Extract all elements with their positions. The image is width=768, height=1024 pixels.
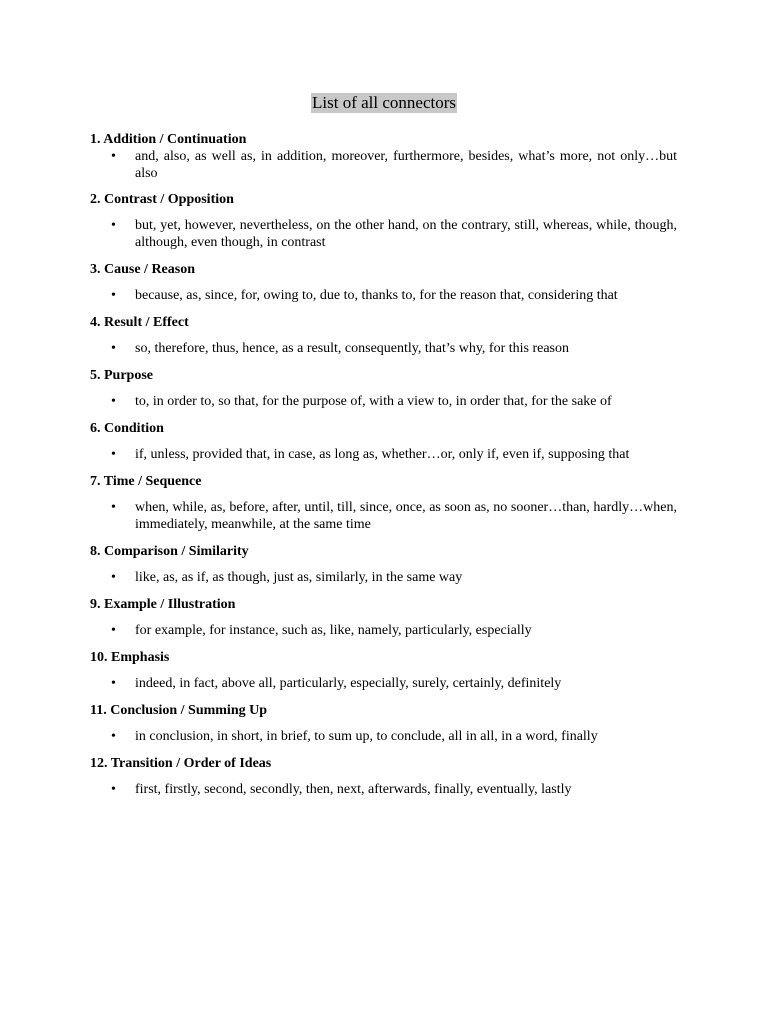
section-heading: 10. Emphasis [90,650,170,665]
connector-items [90,446,677,463]
section-condition [90,420,677,463]
connector-items [90,287,677,304]
connector-text: and, also, as well as, in addition, moreover, furthermore, besides, what’s more, not only…but also [135,149,677,181]
bullet-icon: • [111,394,116,409]
section-example [90,596,677,639]
connector-text: if, unless, provided that, in case, as long as, whether…or, only if, even if, supposing that [135,447,630,462]
section-result [90,314,677,357]
section-heading: 7. Time / Sequence [90,474,202,489]
connector-items [90,499,677,533]
section-heading: 6. Condition [90,421,164,436]
section-heading: 12. Transition / Order of Ideas [90,756,272,771]
connector-items [90,148,677,182]
connector-text: in conclusion, in short, in brief, to sum up, to conclude, all in all, in a word, finally [135,729,598,744]
bullet-icon: • [111,288,116,303]
bullet-icon: • [111,782,116,797]
list-item [90,393,677,410]
bullet-icon: • [111,500,116,515]
list-item [90,446,677,463]
connector-items [90,340,677,357]
bullet-icon: • [111,570,116,585]
section-conclusion [90,702,677,745]
section-addition [90,131,677,182]
bullet-icon: • [111,341,116,356]
section-emphasis [90,649,677,692]
connector-text: when, while, as, before, after, until, till, since, once, as soon as, no sooner…than, hardly…when, immediately, meanwhile, at the same time [135,500,677,532]
bullet-icon: • [111,218,116,233]
connector-items [90,569,677,586]
section-contrast [90,191,677,251]
connector-items [90,675,677,692]
section-heading: 9. Example / Illustration [90,597,236,612]
list-item [90,781,677,798]
list-item [90,569,677,586]
connector-text: like, as, as if, as though, just as, similarly, in the same way [135,570,463,585]
section-purpose [90,367,677,410]
list-item [90,622,677,639]
connector-items [90,781,677,798]
section-heading: 3. Cause / Reason [90,262,196,277]
connector-list [90,131,677,808]
document-title: List of all connectors [312,93,456,112]
list-item [90,340,677,357]
section-heading: 1. Addition / Continuation [90,132,247,147]
bullet-icon: • [111,676,116,691]
connector-items [90,393,677,410]
connector-text: because, as, since, for, owing to, due to, thanks to, for the reason that, considering that [135,288,618,303]
section-heading: 4. Result / Effect [90,315,189,330]
list-item [90,148,677,182]
section-time [90,473,677,533]
bullet-icon: • [111,729,116,744]
connector-text: to, in order to, so that, for the purpose of, with a view to, in order that, for the sake of [135,394,612,409]
title-wrapper [0,93,768,113]
connector-text: first, firstly, second, secondly, then, next, afterwards, finally, eventually, lastly [135,782,572,797]
list-item [90,287,677,304]
section-cause [90,261,677,304]
connector-text: but, yet, however, nevertheless, on the other hand, on the contrary, still, whereas, while, though, although, even though, in contrast [135,218,677,250]
list-item [90,728,677,745]
connector-items [90,217,677,251]
connector-text: so, therefore, thus, hence, as a result, consequently, that’s why, for this reason [135,341,570,356]
section-heading: 11. Conclusion / Summing Up [90,703,267,718]
section-heading: 8. Comparison / Similarity [90,544,249,559]
connector-text: indeed, in fact, above all, particularly, especially, surely, certainly, definitely [135,676,562,691]
section-transition [90,755,677,798]
list-item [90,217,677,251]
connector-items [90,622,677,639]
bullet-icon: • [111,623,116,638]
section-heading: 5. Purpose [90,368,153,383]
connector-text: for example, for instance, such as, like, namely, particularly, especially [135,623,532,638]
bullet-icon: • [111,149,116,164]
bullet-icon: • [111,447,116,462]
list-item [90,675,677,692]
connector-items [90,728,677,745]
section-heading: 2. Contrast / Opposition [90,192,234,207]
list-item [90,499,677,533]
section-comparison [90,543,677,586]
